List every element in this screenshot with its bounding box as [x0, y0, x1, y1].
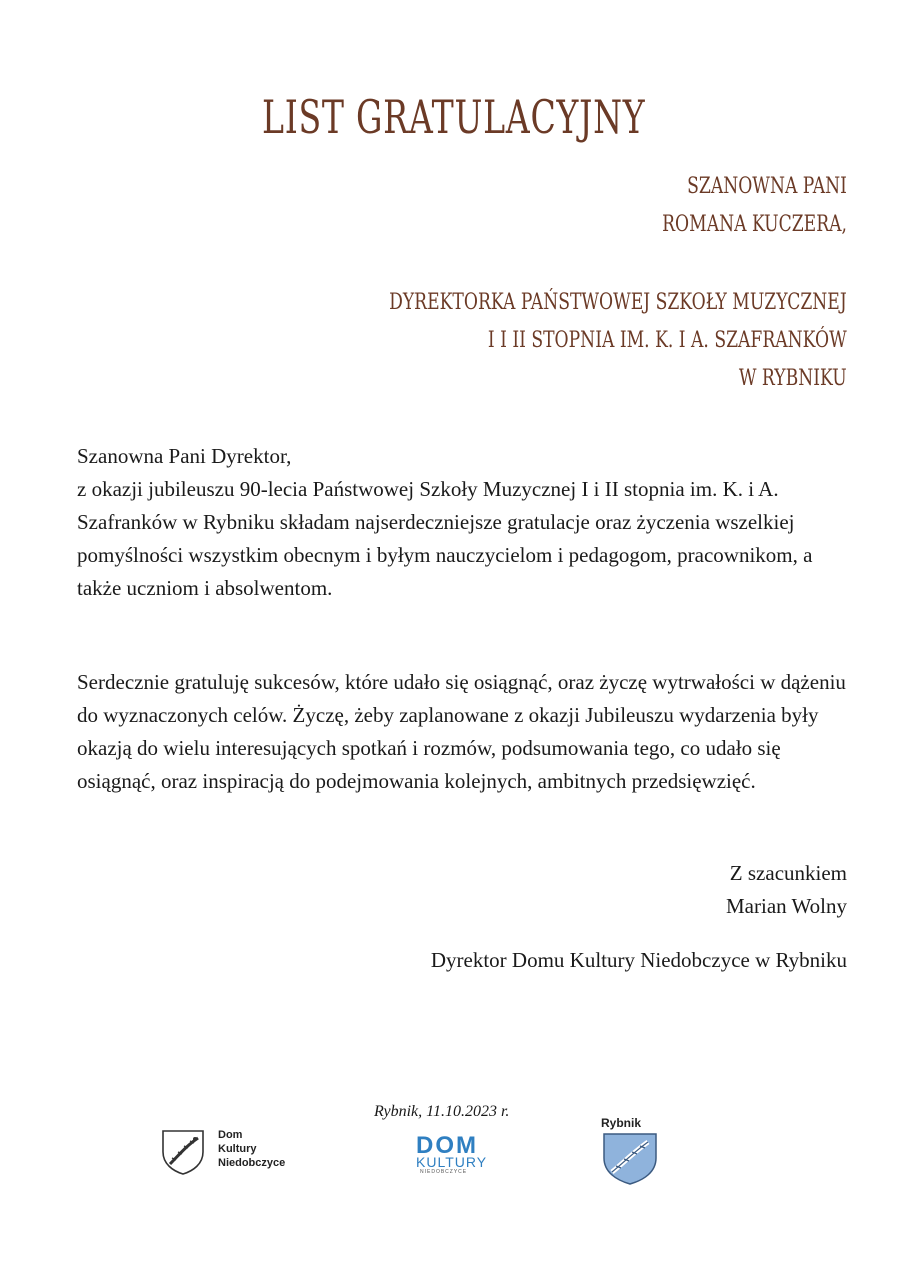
paragraph-wishes — [77, 666, 857, 798]
addressee-name: ROMANA KUCZERA, — [662, 212, 847, 237]
kultury-logo-word: KULTURY — [416, 1154, 488, 1170]
niedobczyce-logo-word: NIEDOBCZYCE — [420, 1169, 468, 1175]
closing-phrase: Z szacunkiem — [729, 861, 847, 885]
paragraph-text: z okazji jubileuszu 90-lecia Państwowej Szkoły Muzycznej I i II stopnia im. K. i A. Szafranków w Rybniku składam najserdeczniejsze gratulacje oraz życzenia wszelkiej pomyślności wszystkim obecnym i byłym nauczycielom i pedagogom, pracownikom, a także uczniom i absolwentom. — [77, 477, 813, 600]
recipient-title-line: I I II STOPNIA IM. K. I A. SZAFRANKÓW — [488, 328, 847, 353]
rybnik-crest-icon — [600, 1132, 660, 1186]
dom-logo-word: DOM — [416, 1132, 478, 1159]
paragraph-text: Serdecznie gratuluję sukcesów, które udało się osiągnąć, oraz życzę wytrwałości w dążeniu do wyznaczonych celów. Życzę, żeby zaplanowane z okazji Jubileuszu wydarzenia były okazją do wielu interesujących spotkań i rozmów, podsumowania tego, co udało się osiągnąć, oraz inspiracją do podejmowania kolejnych, ambitnych przedsięwzięć. — [77, 670, 846, 793]
letter-title: LIST GRATULACYJNY — [262, 90, 646, 144]
recipient-title-line: W RYBNIKU — [739, 366, 847, 391]
recipient-title-line: DYREKTORKA PAŃSTWOWEJ SZKOŁY MUZYCZNEJ — [389, 290, 847, 315]
recipient-title-block — [260, 284, 847, 398]
closing-block — [726, 857, 847, 923]
rybnik-logo-word: Rybnik — [601, 1116, 642, 1130]
dk-logo-text — [218, 1128, 285, 1170]
paragraph-congratulations — [77, 473, 857, 605]
salutation: Szanowna Pani Dyrektor, — [77, 444, 292, 468]
dom-kultury-logo — [414, 1132, 494, 1180]
addressee-line: SZANOWNA PANI — [687, 174, 847, 199]
signer-name: Marian Wolny — [726, 894, 847, 918]
rybnik-logo — [598, 1116, 662, 1188]
dk-logo-line: Kultury — [218, 1143, 257, 1155]
addressee-block — [610, 168, 847, 244]
coat-of-arms-icon — [160, 1128, 206, 1176]
dk-logo-line: Niedobczyce — [218, 1157, 286, 1169]
signer-role: Dyrektor Domu Kultury Niedobczyce w Rybniku — [430, 948, 847, 972]
place-and-date: Rybnik, 11.10.2023 r. — [374, 1103, 510, 1120]
dk-niedobczyce-logo — [160, 1128, 320, 1178]
dk-logo-line: Dom — [218, 1129, 243, 1141]
